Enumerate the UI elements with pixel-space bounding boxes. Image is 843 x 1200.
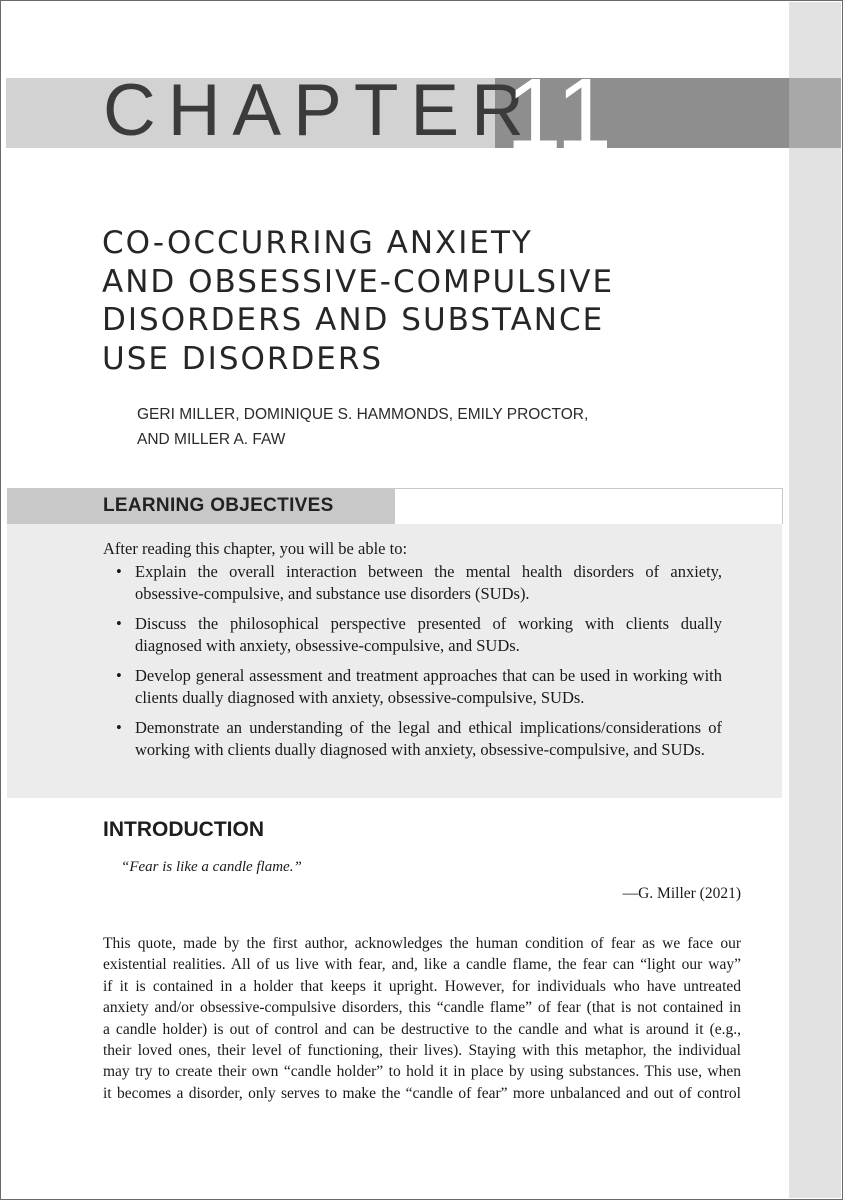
list-item: • Develop general assessment and treatment approaches that can be used in working with clients dually diagnosed with anxiety, obsessive-compulsive, SUDs. [116, 665, 722, 708]
epigraph-quote: “Fear is like a candle flame.” [121, 859, 302, 875]
author-list [137, 402, 588, 452]
learning-objectives-header-outline [395, 488, 783, 524]
author-line: GERI MILLER, DOMINIQUE S. HAMMONDS, EMILY PROCTOR, [137, 406, 589, 423]
paragraph-line: their loved ones, their level of functioning, their lives). Staying with this metaphor, the individual [103, 1042, 741, 1060]
chapter-number: 11 [506, 58, 614, 170]
chapter-title-line: DISORDERS AND SUBSTANCE [102, 302, 605, 338]
chapter-title-line: CO-OCCURRING ANXIETY [102, 225, 533, 261]
chapter-title-line: USE DISORDERS [102, 340, 384, 377]
author-line: AND MILLER A. FAW [137, 431, 286, 448]
chapter-label: CHAPTER [103, 70, 536, 151]
page-edge-strip [789, 2, 841, 1198]
chapter-title-line: AND OBSESSIVE-COMPULSIVE [102, 263, 615, 300]
learning-objectives-intro: After reading this chapter, you will be able to: [103, 539, 408, 558]
introduction-paragraph [103, 933, 741, 1104]
introduction-heading: INTRODUCTION [103, 818, 264, 841]
paragraph-line: existential realities. All of us live with fear, and, like a candle flame, the fear can “light our way” [103, 956, 741, 974]
paragraph-line: a candle holder) is out of control and can be destructive to the candle and what is around it (e.g., [103, 1020, 741, 1038]
list-item: • Demonstrate an understanding of the legal and ethical implications/considerations of working with clients dually diagnosed with anxiety, obsessive-compulsive, and SUDs. [116, 717, 722, 760]
epigraph-attribution: —G. Miller (2021) [622, 885, 741, 902]
learning-objectives-list [116, 561, 722, 769]
paragraph-line: it becomes a disorder, only serves to make the “candle of fear” more unbalanced and out of control [103, 1084, 741, 1102]
learning-objectives-heading: LEARNING OBJECTIVES [103, 495, 334, 516]
chapter-title [102, 224, 702, 378]
list-item: • Explain the overall interaction between the mental health disorders of anxiety, obsessive-compulsive, and substance use disorders (SUDs). [116, 561, 722, 604]
page-edge-tab [789, 78, 841, 148]
paragraph-line: anxiety and/or obsessive-compulsive disorders, this “candle flame” of fear (that is not contained in [103, 999, 741, 1017]
paragraph-line: may try to create their own “candle holder” to hold it in place by using substances. This use, when [103, 1063, 741, 1081]
list-item: • Discuss the philosophical perspective presented of working with clients dually diagnosed with anxiety, obsessive-compulsive, and SUDs. [116, 613, 722, 656]
paragraph-line: if it is contained in a holder that keeps it upright. However, for individuals who have untreated [103, 977, 741, 995]
paragraph-line: This quote, made by the first author, acknowledges the human condition of fear as we face our [103, 935, 741, 952]
